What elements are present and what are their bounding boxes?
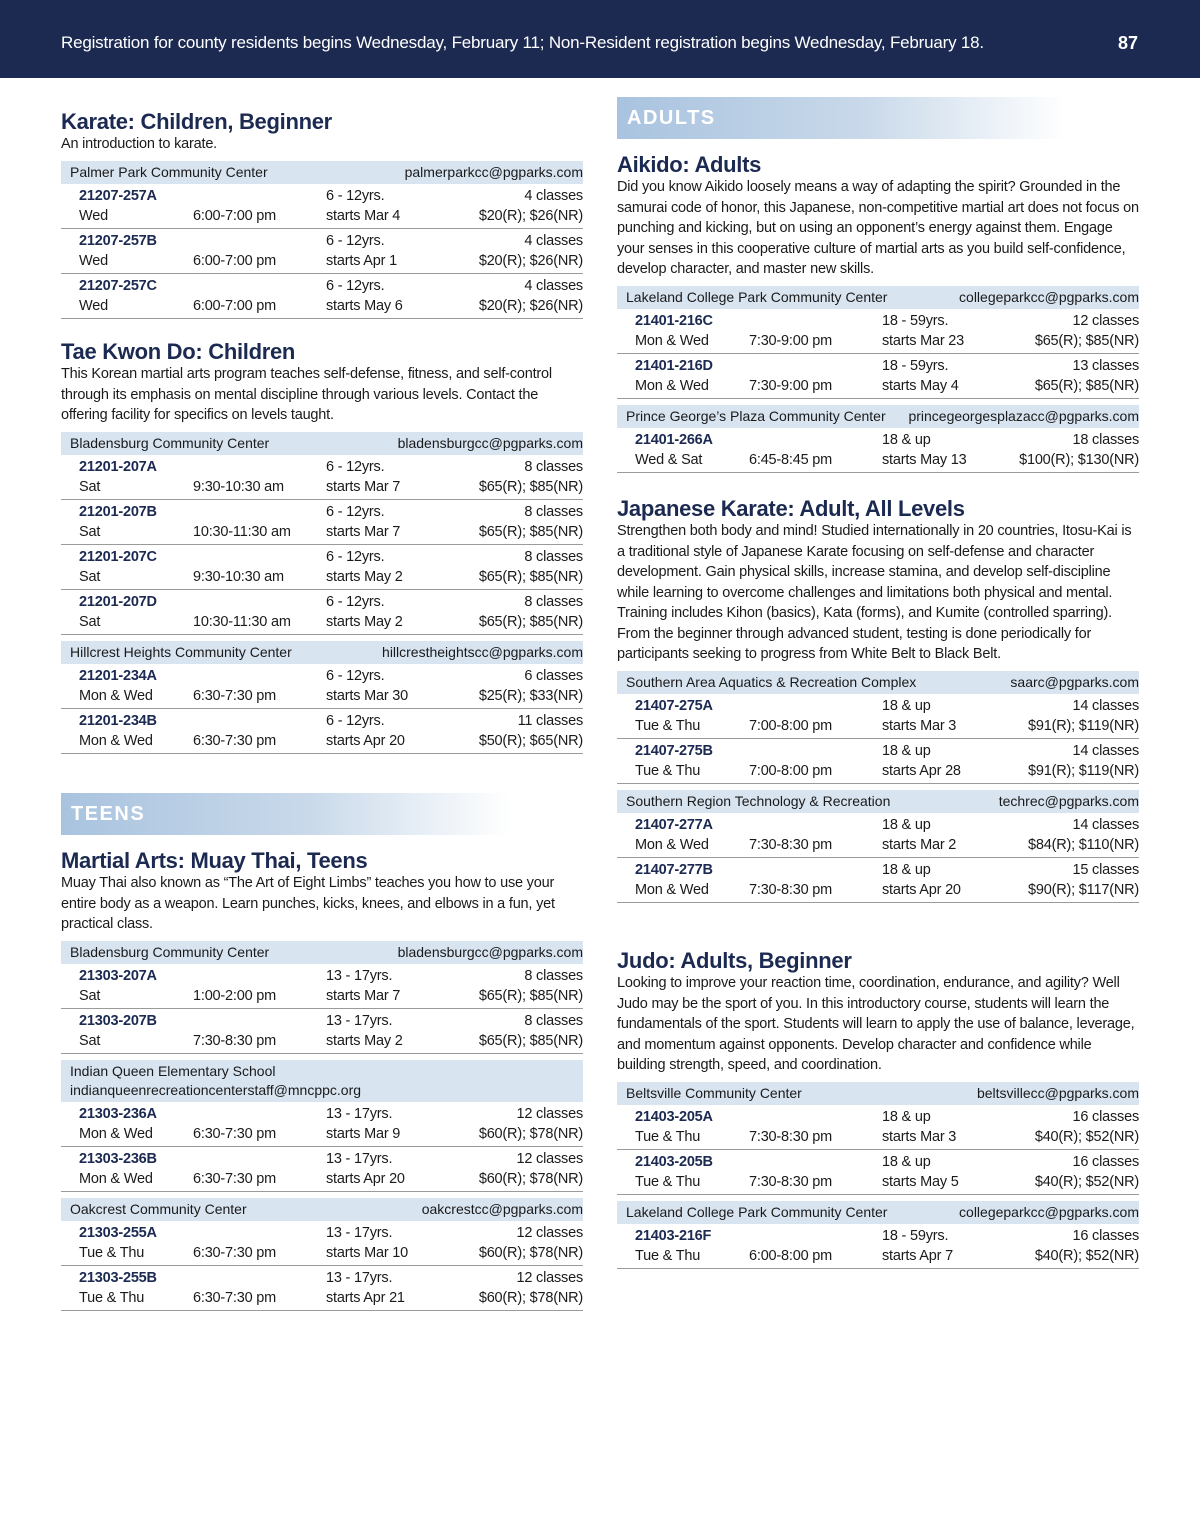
class-fee: $50(R); $65(NR) <box>478 732 583 749</box>
class-row <box>617 1150 1139 1195</box>
class-row <box>61 1221 583 1266</box>
class-fee: $60(R); $78(NR) <box>478 1289 583 1306</box>
course-code: 21201-207B <box>79 503 157 520</box>
start-date: starts Mar 10 <box>326 1244 409 1261</box>
age-range: 6 - 12yrs. <box>326 548 385 565</box>
class-count: 8 classes <box>524 503 583 520</box>
class-count: 8 classes <box>524 458 583 475</box>
location-name: Southern Region Technology & Recreation <box>626 793 891 809</box>
class-days: Mon & Wed <box>79 1170 153 1187</box>
location-name: Beltsville Community Center <box>626 1085 802 1101</box>
class-count: 4 classes <box>524 187 583 204</box>
class-row <box>61 709 583 754</box>
class-fee: $40(R); $52(NR) <box>1034 1128 1139 1145</box>
class-row <box>61 1147 583 1192</box>
class-count: 14 classes <box>1072 697 1139 714</box>
location-name: Lakeland College Park Community Center <box>626 289 888 305</box>
class-time: 7:30-9:00 pm <box>749 332 833 349</box>
class-fee: $65(R); $85(NR) <box>478 523 583 540</box>
class-days: Mon & Wed <box>79 687 153 704</box>
location-header <box>617 405 1139 428</box>
class-list <box>61 184 583 319</box>
class-time: 6:45-8:45 pm <box>749 451 833 468</box>
class-row <box>61 664 583 709</box>
course-code: 21407-277A <box>635 816 713 833</box>
start-date: starts Mar 9 <box>326 1125 401 1142</box>
location-name: Prince George’s Plaza Community Center <box>626 408 886 424</box>
course-code: 21303-255A <box>79 1224 157 1241</box>
section-adults <box>617 97 1067 139</box>
class-list <box>617 813 1139 903</box>
start-date: starts May 2 <box>326 1032 403 1049</box>
course-code: 21401-216C <box>635 312 713 329</box>
location-name: Lakeland College Park Community Center <box>626 1204 888 1220</box>
location-email[interactable]: oakcrestcc@pgparks.com <box>421 1201 583 1217</box>
age-range: 6 - 12yrs. <box>326 187 385 204</box>
course-code: 21303-207B <box>79 1012 157 1029</box>
class-count: 12 classes <box>516 1150 583 1167</box>
course-code: 21403-216F <box>635 1227 712 1244</box>
location-header <box>61 641 583 664</box>
location-header <box>617 1082 1139 1105</box>
program-taekwondo-children <box>61 338 583 754</box>
age-range: 13 - 17yrs. <box>326 1012 393 1029</box>
class-time: 7:30-9:00 pm <box>749 377 833 394</box>
course-code: 21403-205A <box>635 1108 713 1125</box>
class-time: 6:30-7:30 pm <box>193 687 277 704</box>
start-date: starts May 2 <box>326 568 403 585</box>
class-count: 16 classes <box>1072 1153 1139 1170</box>
start-date: starts Mar 4 <box>326 207 401 224</box>
class-time: 6:30-7:30 pm <box>193 1170 277 1187</box>
course-code: 21401-266A <box>635 431 713 448</box>
age-range: 13 - 17yrs. <box>326 1150 393 1167</box>
age-range: 18 - 59yrs. <box>882 1227 949 1244</box>
class-time: 10:30-11:30 am <box>193 523 291 540</box>
start-date: starts Apr 20 <box>326 1170 405 1187</box>
age-range: 6 - 12yrs. <box>326 593 385 610</box>
class-fee: $65(R); $85(NR) <box>478 568 583 585</box>
program-muaythai-teens <box>61 847 583 1311</box>
location-email[interactable]: indianqueenrecreationcenterstaff@mncppc.org <box>70 1081 362 1098</box>
class-days: Sat <box>79 478 101 495</box>
class-row <box>61 1009 583 1054</box>
class-days: Mon & Wed <box>79 1125 153 1142</box>
class-list <box>61 455 583 635</box>
class-count: 12 classes <box>516 1224 583 1241</box>
class-row <box>61 964 583 1009</box>
start-date: starts May 4 <box>882 377 959 394</box>
age-range: 13 - 17yrs. <box>326 967 393 984</box>
class-days: Tue & Thu <box>79 1289 145 1306</box>
class-count: 14 classes <box>1072 816 1139 833</box>
program-title: Tae Kwon Do: Children <box>61 339 296 364</box>
page-number: 87 <box>1117 33 1138 53</box>
class-days: Tue & Thu <box>635 717 701 734</box>
class-time: 6:00-7:00 pm <box>193 297 277 314</box>
class-list <box>61 1102 583 1192</box>
location-header <box>617 790 1139 813</box>
class-row <box>61 184 583 229</box>
location-name: Oakcrest Community Center <box>70 1201 247 1217</box>
class-fee: $25(R); $33(NR) <box>478 687 583 704</box>
class-count: 4 classes <box>524 277 583 294</box>
class-days: Tue & Thu <box>635 1247 701 1264</box>
start-date: starts Apr 7 <box>882 1247 953 1264</box>
class-list <box>61 664 583 754</box>
class-days: Sat <box>79 987 101 1004</box>
program-title: Aikido: Adults <box>617 152 762 177</box>
course-code: 21207-257B <box>79 232 157 249</box>
class-time: 7:30-8:30 pm <box>749 1128 833 1145</box>
location-header <box>617 1201 1139 1224</box>
class-time: 6:30-7:30 pm <box>193 1244 277 1261</box>
class-days: Mon & Wed <box>635 377 709 394</box>
class-count: 11 classes <box>517 712 583 729</box>
class-fee: $65(R); $85(NR) <box>478 987 583 1004</box>
class-time: 7:30-8:30 pm <box>193 1032 277 1049</box>
class-list <box>61 1221 583 1311</box>
class-fee: $60(R); $78(NR) <box>478 1244 583 1261</box>
age-range: 18 & up <box>882 742 931 759</box>
class-row <box>61 590 583 635</box>
class-list <box>61 964 583 1054</box>
location-header <box>61 1198 583 1221</box>
class-row <box>617 428 1139 473</box>
start-date: starts Mar 3 <box>882 1128 957 1145</box>
class-count: 18 classes <box>1072 431 1139 448</box>
program-aikido-adults <box>617 151 1139 473</box>
section-adults-label: ADULTS <box>627 107 716 129</box>
class-row <box>617 739 1139 784</box>
class-list <box>617 309 1139 399</box>
start-date: starts Apr 21 <box>326 1289 405 1306</box>
start-date: starts Mar 3 <box>882 717 957 734</box>
class-fee: $60(R); $78(NR) <box>478 1125 583 1142</box>
class-days: Tue & Thu <box>79 1244 145 1261</box>
location-name: Indian Queen Elementary School <box>70 1062 276 1079</box>
class-fee: $84(R); $110(NR) <box>1028 836 1139 853</box>
class-row <box>61 455 583 500</box>
class-days: Mon & Wed <box>79 732 153 749</box>
location-email[interactable]: collegeparkcc@pgparks.com <box>959 1204 1139 1220</box>
age-range: 18 & up <box>882 861 931 878</box>
class-row <box>617 694 1139 739</box>
course-code: 21407-275B <box>635 742 713 759</box>
class-time: 1:00-2:00 pm <box>193 987 277 1004</box>
location-email[interactable]: palmerparkcc@pgparks.com <box>404 164 583 180</box>
program-description: Did you know Aikido loosely means a way of adapting the spirit? Grounded in the samurai code of honor, this Japanese, non-competitive martial art does not focus on punching and kicking, but on using an opponent’s energy against them. Engage your senses in this cooperative culture of martial arts as you build self-confidence, develop character, and master new skills. <box>617 179 1139 277</box>
class-fee: $91(R); $119(NR) <box>1028 717 1139 734</box>
location-header <box>617 286 1139 309</box>
class-row <box>61 1266 583 1311</box>
class-time: 7:30-8:30 pm <box>749 881 833 898</box>
section-teens <box>61 793 511 835</box>
course-code: 21201-234A <box>79 667 157 684</box>
class-fee: $40(R); $52(NR) <box>1034 1247 1139 1264</box>
class-days: Wed & Sat <box>635 451 703 468</box>
class-row <box>617 1224 1139 1269</box>
class-row <box>61 229 583 274</box>
class-time: 7:30-8:30 pm <box>749 1173 833 1190</box>
class-row <box>617 1105 1139 1150</box>
class-fee: $65(R); $85(NR) <box>1034 332 1139 349</box>
class-list <box>617 1224 1139 1269</box>
course-code: 21303-207A <box>79 967 157 984</box>
age-range: 13 - 17yrs. <box>326 1105 393 1122</box>
section-teens-label: TEENS <box>71 803 146 825</box>
program-title: Martial Arts: Muay Thai, Teens <box>61 848 368 873</box>
location-email[interactable]: saarc@pgparks.com <box>1010 674 1139 690</box>
course-code: 21303-236B <box>79 1150 157 1167</box>
class-count: 8 classes <box>524 967 583 984</box>
class-fee: $65(R); $85(NR) <box>1034 377 1139 394</box>
start-date: starts Mar 23 <box>882 332 965 349</box>
start-date: starts Apr 1 <box>326 252 397 269</box>
location-header <box>617 671 1139 694</box>
class-count: 8 classes <box>524 1012 583 1029</box>
start-date: starts May 6 <box>326 297 403 314</box>
program-title: Judo: Adults, Beginner <box>617 948 852 973</box>
course-code: 21207-257C <box>79 277 157 294</box>
location-name: Bladensburg Community Center <box>70 435 270 451</box>
class-time: 6:30-7:30 pm <box>193 732 277 749</box>
age-range: 6 - 12yrs. <box>326 277 385 294</box>
registration-note: Registration for county residents begins Wednesday, February 11; Non-Resident registration begins Wednesday, February 18. <box>61 33 984 52</box>
class-time: 6:30-7:30 pm <box>193 1289 277 1306</box>
class-fee: $65(R); $85(NR) <box>478 478 583 495</box>
program-description: Strengthen both body and mind! Studied internationally in 20 countries, Itosu-Kai is a traditional style of Japanese Karate focusing on self-defense and character development. Gain physical skills, increase stamina, and develop self-discipline while learning to overcome challenges and limitations both physical and mental. Training includes Kihon (basics), Kata (forms), and Kumite (controlled sparring). From the beginner through advanced student, testing is done periodically for participants seeking to progress from White Belt to Black Belt. <box>617 523 1132 662</box>
program-description: Looking to improve your reaction time, coordination, endurance, and agility? Well Judo may be the sport of you. In this introductory course, students will learn the fundamentals of the sport. Students will learn to apply the use of balance, leverage, and momentum against opponents. Develop character and confidence while building strength, speed, and coordination. <box>617 975 1135 1073</box>
class-row <box>617 354 1139 399</box>
location-email[interactable]: princegeorgesplazacc@pgparks.com <box>908 408 1139 424</box>
age-range: 13 - 17yrs. <box>326 1224 393 1241</box>
location-email[interactable]: bladensburgcc@pgparks.com <box>397 435 583 451</box>
location-email[interactable]: beltsvillecc@pgparks.com <box>976 1085 1139 1101</box>
location-name: Southern Area Aquatics & Recreation Complex <box>626 674 917 690</box>
program-description: An introduction to karate. <box>61 136 218 152</box>
class-days: Wed <box>79 207 108 224</box>
class-row <box>617 858 1139 903</box>
age-range: 6 - 12yrs. <box>326 232 385 249</box>
program-title: Japanese Karate: Adult, All Levels <box>617 496 965 521</box>
course-code: 21201-207D <box>79 593 157 610</box>
class-fee: $20(R); $26(NR) <box>478 297 583 314</box>
class-time: 6:00-8:00 pm <box>749 1247 833 1264</box>
class-count: 6 classes <box>524 667 583 684</box>
program-japanese-karate <box>617 495 1139 903</box>
age-range: 13 - 17yrs. <box>326 1269 393 1286</box>
location-header <box>61 941 583 964</box>
location-email[interactable]: hillcrestheightscc@pgparks.com <box>382 644 583 660</box>
class-days: Wed <box>79 252 108 269</box>
class-count: 13 classes <box>1072 357 1139 374</box>
start-date: starts May 13 <box>882 451 967 468</box>
age-range: 18 & up <box>882 1153 931 1170</box>
age-range: 6 - 12yrs. <box>326 503 385 520</box>
location-email[interactable]: techrec@pgparks.com <box>998 793 1139 809</box>
class-days: Mon & Wed <box>635 881 709 898</box>
class-fee: $20(R); $26(NR) <box>478 207 583 224</box>
class-fee: $65(R); $85(NR) <box>478 613 583 630</box>
program-karate-children <box>61 108 583 319</box>
class-days: Tue & Thu <box>635 1173 701 1190</box>
class-time: 10:30-11:30 am <box>193 613 291 630</box>
class-list <box>617 694 1139 784</box>
age-range: 18 - 59yrs. <box>882 357 949 374</box>
location-email[interactable]: bladensburgcc@pgparks.com <box>397 944 583 960</box>
class-days: Sat <box>79 1032 101 1049</box>
age-range: 6 - 12yrs. <box>326 458 385 475</box>
class-count: 4 classes <box>524 232 583 249</box>
class-time: 6:00-7:00 pm <box>193 207 277 224</box>
age-range: 18 & up <box>882 431 931 448</box>
program-title: Karate: Children, Beginner <box>61 109 332 134</box>
class-row <box>61 1102 583 1147</box>
age-range: 18 & up <box>882 1108 931 1125</box>
start-date: starts May 5 <box>882 1173 959 1190</box>
class-count: 12 classes <box>516 1269 583 1286</box>
course-code: 21403-205B <box>635 1153 713 1170</box>
program-judo-adults <box>617 947 1139 1269</box>
class-time: 9:30-10:30 am <box>193 568 284 585</box>
class-row <box>61 500 583 545</box>
class-count: 12 classes <box>1072 312 1139 329</box>
course-code: 21201-207C <box>79 548 157 565</box>
course-code: 21407-277B <box>635 861 713 878</box>
location-header <box>61 1060 583 1102</box>
class-row <box>61 274 583 319</box>
class-days: Tue & Thu <box>635 1128 701 1145</box>
location-header <box>61 161 583 184</box>
class-count: 16 classes <box>1072 1227 1139 1244</box>
class-time: 7:30-8:30 pm <box>749 836 833 853</box>
class-days: Mon & Wed <box>635 332 709 349</box>
page-header <box>0 0 1200 78</box>
class-fee: $65(R); $85(NR) <box>478 1032 583 1049</box>
class-days: Tue & Thu <box>635 762 701 779</box>
course-code: 21303-255B <box>79 1269 157 1286</box>
course-code: 21207-257A <box>79 187 157 204</box>
start-date: starts Mar 7 <box>326 987 401 1004</box>
class-fee: $60(R); $78(NR) <box>478 1170 583 1187</box>
course-code: 21407-275A <box>635 697 713 714</box>
class-fee: $40(R); $52(NR) <box>1034 1173 1139 1190</box>
age-range: 6 - 12yrs. <box>326 712 385 729</box>
location-name: Bladensburg Community Center <box>70 944 270 960</box>
course-code: 21303-236A <box>79 1105 157 1122</box>
start-date: starts Mar 7 <box>326 523 401 540</box>
class-fee: $20(R); $26(NR) <box>478 252 583 269</box>
class-time: 7:00-8:00 pm <box>749 762 833 779</box>
class-time: 9:30-10:30 am <box>193 478 284 495</box>
class-count: 16 classes <box>1072 1108 1139 1125</box>
age-range: 6 - 12yrs. <box>326 667 385 684</box>
course-code: 21201-234B <box>79 712 157 729</box>
class-row <box>617 813 1139 858</box>
start-date: starts Mar 2 <box>882 836 957 853</box>
age-range: 18 & up <box>882 697 931 714</box>
class-fee: $90(R); $117(NR) <box>1028 881 1139 898</box>
class-row <box>61 545 583 590</box>
location-email[interactable]: collegeparkcc@pgparks.com <box>959 289 1139 305</box>
class-days: Wed <box>79 297 108 314</box>
location-name: Palmer Park Community Center <box>70 164 268 180</box>
class-count: 8 classes <box>524 593 583 610</box>
location-header <box>61 432 583 455</box>
class-fee: $91(R); $119(NR) <box>1028 762 1139 779</box>
age-range: 18 & up <box>882 816 931 833</box>
start-date: starts Apr 20 <box>882 881 961 898</box>
class-days: Sat <box>79 613 101 630</box>
class-count: 15 classes <box>1072 861 1139 878</box>
class-days: Sat <box>79 523 101 540</box>
class-row <box>617 309 1139 354</box>
class-count: 14 classes <box>1072 742 1139 759</box>
class-list <box>617 1105 1139 1195</box>
age-range: 18 - 59yrs. <box>882 312 949 329</box>
class-count: 8 classes <box>524 548 583 565</box>
class-time: 7:00-8:00 pm <box>749 717 833 734</box>
course-code: 21201-207A <box>79 458 157 475</box>
class-fee: $100(R); $130(NR) <box>1019 451 1139 468</box>
start-date: starts Apr 20 <box>326 732 405 749</box>
location-name: Hillcrest Heights Community Center <box>70 644 292 660</box>
start-date: starts May 2 <box>326 613 403 630</box>
start-date: starts Apr 28 <box>882 762 961 779</box>
start-date: starts Mar 7 <box>326 478 401 495</box>
class-days: Sat <box>79 568 101 585</box>
program-description: This Korean martial arts program teaches self-defense, fitness, and self-control through its emphasis on mental discipline through various levels. Contact the offering facility for specifics on levels taught. <box>61 366 552 423</box>
class-count: 12 classes <box>516 1105 583 1122</box>
class-list <box>617 428 1139 473</box>
class-time: 6:00-7:00 pm <box>193 252 277 269</box>
program-description: Muay Thai also known as “The Art of Eight Limbs” teaches you how to use your entire body as a weapon. Learn punches, kicks, knees, and elbows in a fun, yet practical class. <box>61 875 555 932</box>
course-code: 21401-216D <box>635 357 713 374</box>
class-time: 6:30-7:30 pm <box>193 1125 277 1142</box>
start-date: starts Mar 30 <box>326 687 409 704</box>
class-days: Mon & Wed <box>635 836 709 853</box>
